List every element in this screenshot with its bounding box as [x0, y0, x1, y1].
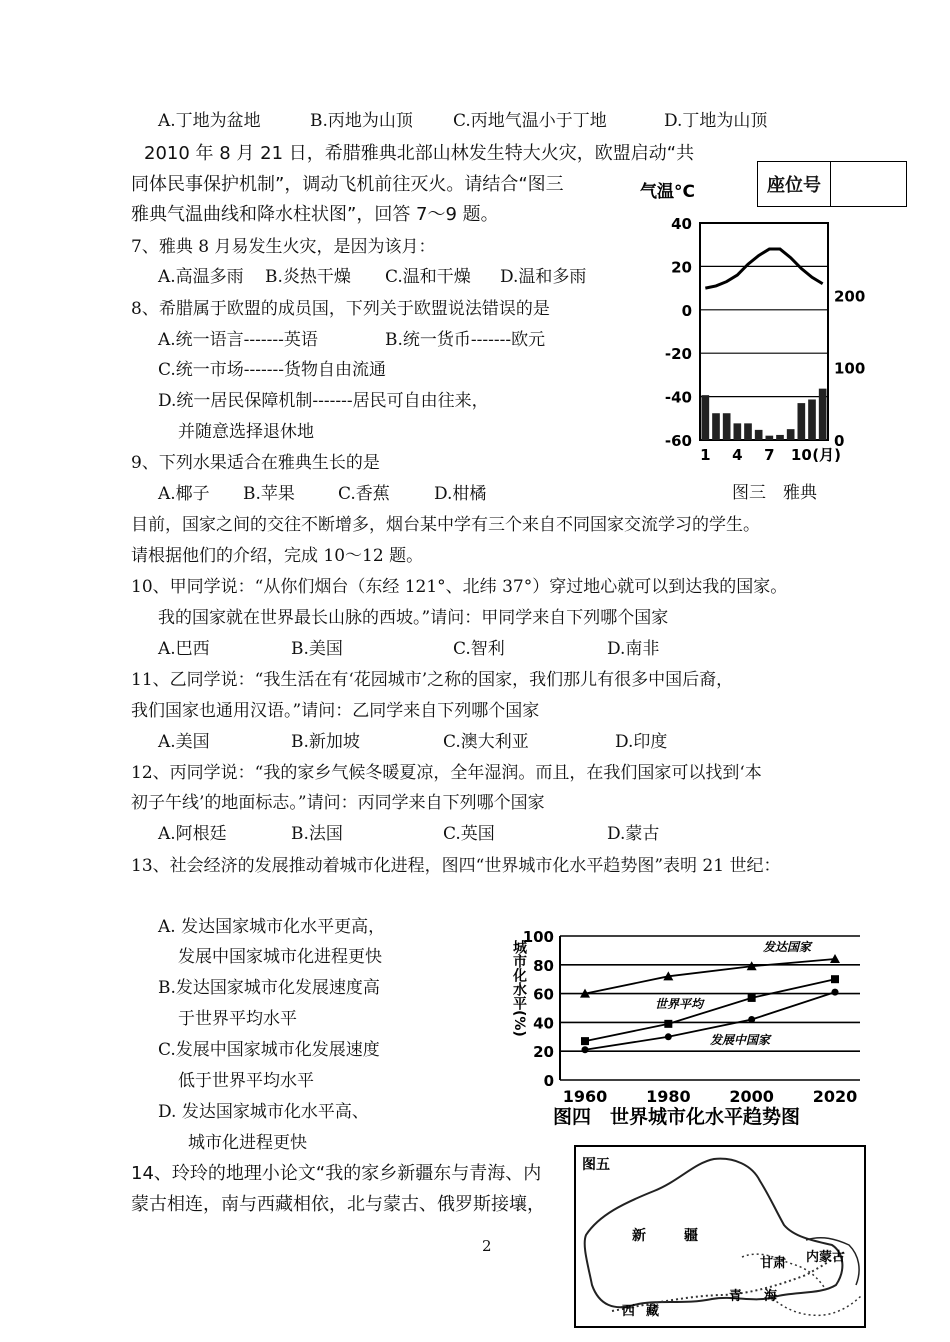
month-tick-label: 10	[790, 446, 812, 464]
q10-option-a: A.巴西	[158, 639, 210, 659]
q12-option-b: B.法国	[291, 824, 343, 844]
page-number: 2	[482, 1237, 492, 1255]
q13-stem: 13、社会经济的发展推动着城市化进程，图四“世界城市化水平趋势图”表明 21 世纪：	[131, 856, 781, 876]
urbanization-point	[582, 1046, 589, 1053]
q13-option-b-line-1: B.发达国家城市化发展速度高	[158, 978, 380, 998]
q8-option-d-line-1: D.统一居民保障机制-------居民可自由往来，	[158, 391, 489, 411]
q7-stem: 7、雅典 8 月易发生火灾，是因为该月：	[131, 237, 436, 257]
urbanization-axis-title: 城市化水平(%)	[511, 940, 527, 1037]
urbanization-series-label: 发展中国家	[710, 1033, 771, 1047]
passage-2-line-2: 请根据他们的介绍，完成 10～12 题。	[131, 546, 424, 566]
precipitation-bar	[734, 423, 742, 440]
label-inner-mongolia: 内蒙古	[806, 1250, 846, 1265]
q13-option-b-line-2: 于世界平均水平	[178, 1009, 297, 1029]
q12-line-2: 初子午线’的地面标志。”请问：丙同学来自下列哪个国家	[131, 793, 545, 813]
urbanization-point	[748, 994, 756, 1002]
q6-option-b: B.丙地为山顶	[310, 111, 413, 131]
precipitation-bar	[819, 389, 827, 440]
urbanization-tick-label: 0	[543, 1072, 554, 1090]
q8-option-c: C.统一市场-------货物自由流通	[158, 360, 387, 380]
intro-line-3: 雅典气温曲线和降水柱状图”，回答 7～9 题。	[131, 204, 499, 225]
map-title: 图五	[582, 1157, 610, 1173]
urbanization-tick-label: 100	[522, 928, 554, 946]
map-frame	[575, 1146, 865, 1327]
figure-4-urbanization-chart	[505, 918, 885, 1133]
urbanization-series-label: 发达国家	[763, 940, 812, 954]
urbanization-tick-label: 80	[533, 956, 554, 975]
q13-option-d-line-1: D. 发达国家城市化水平高、	[158, 1102, 369, 1122]
q7-option-c: C.温和干燥	[385, 267, 471, 287]
temperature-tick-label: 0	[681, 301, 692, 320]
q11-option-d: D.印度	[615, 732, 668, 752]
year-tick-label: 1960	[562, 1087, 608, 1106]
figure-4-caption: 图四 世界城市化水平趋势图	[553, 1106, 801, 1128]
precipitation-tick-label: 0	[834, 432, 845, 450]
q7-option-b: B.炎热干燥	[265, 267, 351, 287]
temperature-tick-label: -40	[664, 388, 692, 407]
precipitation-bar	[787, 429, 795, 440]
q13-option-c-line-1: C.发展中国家城市化发展速度	[158, 1040, 380, 1060]
temperature-tick-label: 20	[671, 258, 692, 277]
q12-option-c: C.英国	[443, 824, 495, 844]
precipitation-bar	[755, 430, 763, 440]
q13-option-a-line-1: A. 发达国家城市化水平更高，	[158, 917, 386, 937]
urbanization-point	[832, 989, 839, 996]
intro-line-2: 同体民事保护机制”，调动飞机前往灭火。请结合“图三	[131, 174, 564, 195]
q10-line-2: 我的国家就在世界最长山脉的西坡。”请问：甲同学来自下列哪个国家	[158, 608, 669, 628]
urbanization-series-line	[585, 979, 835, 1041]
month-tick-label: 7	[764, 446, 775, 464]
urbanization-tick-label: 40	[533, 1014, 554, 1033]
q14-line-2: 蒙古相连，南与西藏相依，北与蒙古、俄罗斯接壤，	[131, 1194, 545, 1215]
q6-option-d: D.丁地为山顶	[664, 111, 768, 131]
urbanization-point	[581, 1037, 589, 1045]
label-qinghai-1: 青	[729, 1289, 743, 1304]
intro-line-1: 2010 年 8 月 21 日，希腊雅典北部山林发生特大火灾，欧盟启动“共	[144, 143, 695, 164]
q10-option-d: D.南非	[607, 639, 660, 659]
precipitation-tick-label: 200	[834, 287, 866, 306]
q12-line-1: 12、丙同学说：“我的家乡气候冬暖夏凉，全年湿润。而且，在我们国家可以找到‘本	[131, 763, 762, 783]
urbanization-series-label: 世界平均	[655, 997, 704, 1011]
q14-line-1: 14、玲玲的地理小论文“我的家乡新疆东与青海、内	[131, 1163, 542, 1184]
q9-stem: 9、下列水果适合在雅典生长的是	[131, 453, 380, 473]
q13-option-d-line-2: 城市化进程更快	[188, 1133, 307, 1153]
temperature-tick-label: 40	[671, 215, 692, 233]
precipitation-tick-label: 100	[834, 359, 866, 378]
q9-option-b: B.苹果	[243, 484, 295, 504]
q9-option-a: A.椰子	[158, 484, 210, 504]
figure-3-caption: 图三 雅典	[732, 483, 817, 503]
label-xi: 西	[622, 1304, 636, 1319]
label-jiang: 疆	[684, 1228, 698, 1244]
q9-option-d: D.柑橘	[434, 484, 487, 504]
figure-5-xinjiang-map	[574, 1145, 866, 1328]
month-tick-label: 1	[700, 446, 711, 464]
temperature-tick-label: -60	[664, 432, 692, 450]
year-tick-label: 2000	[729, 1087, 774, 1106]
label-qinghai-2: 海	[764, 1289, 778, 1304]
urbanization-tick-label: 20	[533, 1043, 554, 1062]
q10-option-b: B.美国	[291, 639, 343, 659]
precipitation-bar	[744, 423, 752, 440]
q12-option-d: D.蒙古	[607, 824, 660, 844]
urbanization-point	[831, 975, 839, 983]
precipitation-bar	[798, 403, 806, 440]
temperature-axis-title: 气温°C	[640, 182, 695, 202]
q8-option-b: B.统一货币-------欧元	[385, 330, 546, 350]
temperature-tick-label: -20	[664, 345, 692, 364]
passage-2-line-1: 目前，国家之间的交往不断增多，烟台某中学有三个来自不同国家交流学习的学生。	[131, 515, 760, 535]
q6-option-c: C.丙地气温小于丁地	[453, 111, 607, 131]
q11-option-a: A.美国	[158, 732, 210, 752]
year-tick-label: 1980	[646, 1087, 691, 1106]
q13-option-a-line-2: 发展中国家城市化进程更快	[178, 947, 382, 967]
label-xin: 新	[632, 1228, 646, 1244]
month-tick-label: (月)	[812, 446, 842, 464]
q11-option-c: C.澳大利亚	[443, 732, 529, 752]
label-zang: 藏	[646, 1304, 660, 1319]
q8-stem: 8、希腊属于欧盟的成员国，下列关于欧盟说法错误的是	[131, 299, 550, 319]
label-gansu: 甘肃	[760, 1256, 787, 1271]
precipitation-bar	[723, 413, 731, 440]
q11-option-b: B.新加坡	[291, 732, 360, 752]
seat-number-label: 座位号	[758, 162, 831, 206]
q13-option-c-line-2: 低于世界平均水平	[178, 1071, 314, 1091]
q7-option-a: A.高温多雨	[158, 267, 244, 287]
precipitation-bar	[776, 435, 784, 440]
precipitation-bar	[712, 413, 720, 440]
q8-option-d-line-2: 并随意选择退休地	[178, 422, 314, 442]
year-tick-label: 2020	[812, 1087, 858, 1106]
precipitation-bar	[766, 436, 774, 440]
q8-option-a: A.统一语言-------英语	[158, 330, 318, 350]
q9-option-c: C.香蕉	[338, 484, 390, 504]
q7-option-d: D.温和多雨	[500, 267, 587, 287]
q10-line-1: 10、甲同学说：“从你们烟台（东经 121°、北纬 37°）穿过地心就可以到达我的国家。	[131, 577, 788, 597]
q11-line-2: 我们国家也通用汉语。”请问：乙同学来自下列哪个国家	[131, 701, 540, 721]
precipitation-bar	[702, 395, 710, 440]
figure-3-climate-chart	[630, 175, 866, 465]
urbanization-point	[665, 1033, 672, 1040]
q11-line-1: 11、乙同学说：“我生活在有‘花园城市’之称的国家，我们那儿有很多中国后裔，	[131, 670, 734, 690]
month-tick-label: 4	[732, 446, 743, 464]
urbanization-tick-label: 60	[533, 985, 554, 1004]
urbanization-point	[664, 1020, 672, 1028]
q10-option-c: C.智利	[453, 639, 505, 659]
precipitation-bar	[808, 399, 816, 440]
temperature-curve	[705, 249, 822, 288]
q12-option-a: A.阿根廷	[158, 824, 227, 844]
urbanization-point	[748, 1016, 755, 1023]
q6-option-a: A.丁地为盆地	[158, 111, 261, 131]
